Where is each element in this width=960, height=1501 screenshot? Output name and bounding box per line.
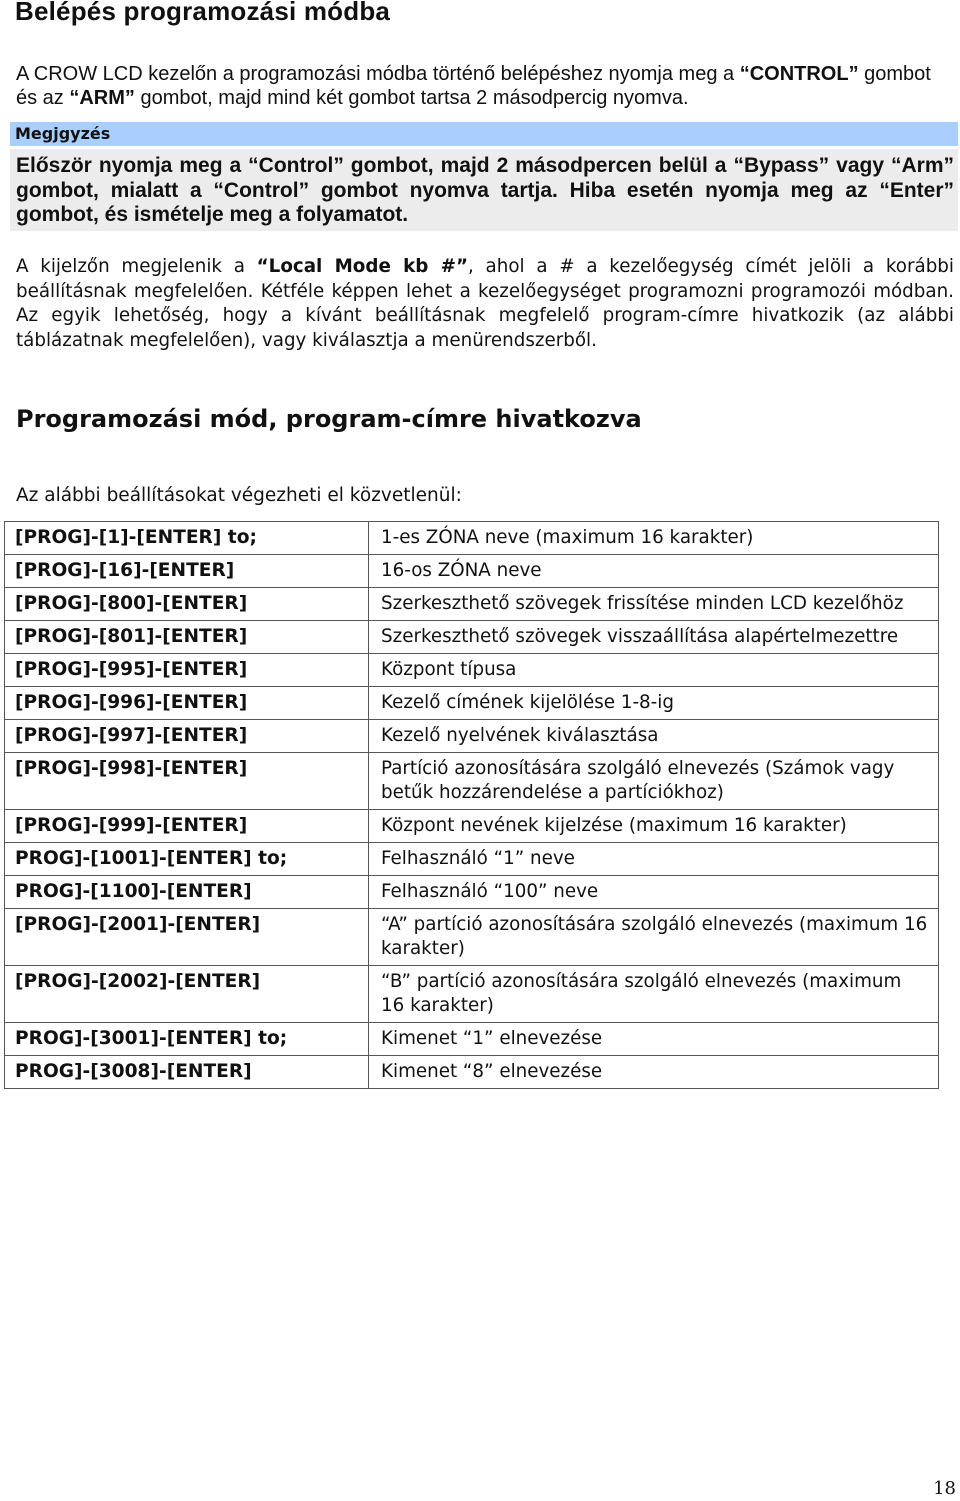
program-description-cell: “B” partíció azonosítására szolgáló elnevezés (maximum 16 karakter) [369,966,939,1023]
program-command-cell: [PROG]-[16]-[ENTER] [5,555,369,588]
program-description-cell: Partíció azonosítására szolgáló elnevezés (Számok vagy betűk hozzárendelése a partíciókhoz) [369,753,939,810]
table-row [5,555,939,588]
program-command-cell: [PROG]-[801]-[ENTER] [5,621,369,654]
intro-text: gombot és az [16,63,931,109]
program-command-cell: PROG]-[3001]-[ENTER] to; [5,1023,369,1056]
program-description-cell: Kezelő nyelvének kiválasztása [369,720,939,753]
program-command-cell: [PROG]-[998]-[ENTER] [5,753,369,810]
program-description-cell: Felhasználó “1” neve [369,843,939,876]
table-row [5,753,939,810]
program-description-cell: Kezelő címének kijelölése 1-8-ig [369,687,939,720]
program-description-cell: Kimenet “8” elnevezése [369,1056,939,1089]
table-row [5,654,939,687]
program-description-cell: “A” partíció azonosítására szolgáló elnevezés (maximum 16 karakter) [369,909,939,966]
program-description-cell: Kimenet “1” elnevezése [369,1023,939,1056]
program-command-cell: [PROG]-[800]-[ENTER] [5,588,369,621]
table-row [5,687,939,720]
program-command-cell: PROG]-[1001]-[ENTER] to; [5,843,369,876]
program-description-cell: 16-os ZÓNA neve [369,555,939,588]
description-text: A kijelzőn megjelenik a [16,256,257,277]
table-row [5,966,939,1023]
table-row [5,588,939,621]
table-row [5,1056,939,1089]
table-row [5,720,939,753]
table-row [5,621,939,654]
note-label: Megjgyzés [10,122,958,146]
table-row [5,1023,939,1056]
program-command-cell: [PROG]-[2002]-[ENTER] [5,966,369,1023]
program-address-table [4,521,939,1089]
table-row [5,909,939,966]
program-command-cell: [PROG]-[995]-[ENTER] [5,654,369,687]
intro-text: A CROW LCD kezelőn a programozási módba történő belépéshez nyomja meg a [16,63,740,85]
program-command-cell: [PROG]-[997]-[ENTER] [5,720,369,753]
description-text: , ahol a # a kezelőegység címét jelöli a korábbi beállításnak megfelelően. Kétféle képpen lehet a kezelőegységet programozni programozói módban. Az egyik lehetőség, hogy a kívánt beállításnak megfelelő program-címre hivatkozik (az alábbi táblázatnak megfelelően), vagy kiválasztja a menürendszerből. [16,256,954,351]
page-heading: Belépés programozási módba [15,0,391,26]
program-address-table-body [5,522,939,1089]
intro-text: gombot, majd mind két gombot tartsa 2 másodpercig nyomva. [134,87,689,109]
section-title: Programozási mód, program-címre hivatkozva [16,405,642,433]
program-command-cell: [PROG]-[999]-[ENTER] [5,810,369,843]
program-description-cell: 1-es ZÓNA neve (maximum 16 karakter) [369,522,939,555]
description-paragraph [16,255,954,353]
page-number: 18 [933,1478,956,1499]
note-text: Először nyomja meg a “Control” gombot, majd 2 másodpercen belül a “Bypass” vagy “Arm” gombot, mialatt a “Control” gombot nyomva tartja. Hiba esetén nyomja meg az “Enter” gombot, és ismételje meg a folyamatot. [10,149,958,231]
local-mode-label: “Local Mode kb #” [256,256,468,277]
program-description-cell: Szerkeszthető szövegek visszaállítása alapértelmezettre [369,621,939,654]
table-row [5,810,939,843]
program-command-cell: [PROG]-[2001]-[ENTER] [5,909,369,966]
program-description-cell: Felhasználó “100” neve [369,876,939,909]
program-command-cell: PROG]-[3008]-[ENTER] [5,1056,369,1089]
program-description-cell: Szerkeszthető szövegek frissítése minden LCD kezelőhöz [369,588,939,621]
program-command-cell: [PROG]-[1]-[ENTER] to; [5,522,369,555]
program-description-cell: Központ nevének kijelzése (maximum 16 karakter) [369,810,939,843]
table-lead-text: Az alábbi beállításokat végezheti el közvetlenül: [16,485,462,506]
intro-paragraph [16,62,946,110]
program-command-cell: PROG]-[1100]-[ENTER] [5,876,369,909]
table-row [5,843,939,876]
table-row [5,876,939,909]
control-key-name: “CONTROL” [739,63,859,85]
table-row [5,522,939,555]
program-command-cell: [PROG]-[996]-[ENTER] [5,687,369,720]
arm-key-name: “ARM” [69,87,135,109]
program-description-cell: Központ típusa [369,654,939,687]
